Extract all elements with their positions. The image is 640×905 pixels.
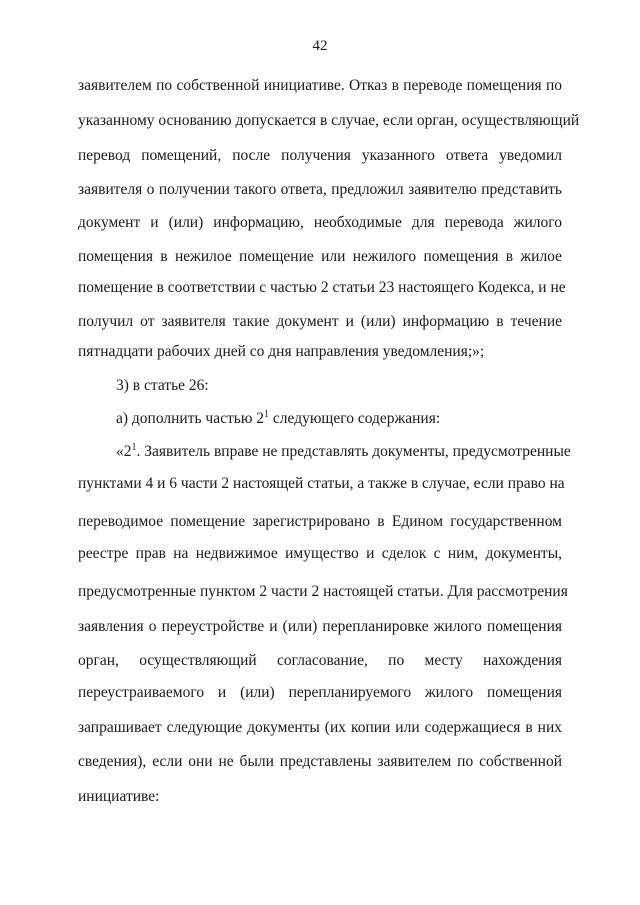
text-line: заявителя о получении такого ответа, предложил заявителю представить	[78, 181, 562, 198]
text-line: предусмотренные пунктом 2 части 2 настоящей статьи. Для рассмотрения	[78, 583, 568, 600]
text-line: заявления о переустройстве и (или) перепланировке жилого помещения	[78, 618, 562, 635]
text-line: запрашивает следующие документы (их копии или содержащиеся в них	[78, 719, 562, 736]
text-line: пунктами 4 и 6 части 2 настоящей статьи, а также в случае, если право на	[78, 475, 565, 492]
text-line: указанному основанию допускается в случае, если орган, осуществляющий	[78, 112, 580, 129]
text-line: переводимое помещение зарегистрировано в Едином государственном	[78, 513, 562, 530]
text-line: орган, осуществляющий согласование, по месту нахождения	[78, 652, 562, 669]
text-line: получил от заявителя такие документ и (или) информацию в течение	[78, 313, 562, 330]
text-line: реестре прав на недвижимое имущество и сделок с ним, документы,	[78, 545, 562, 562]
text-line-last: инициативе:	[78, 788, 160, 805]
text-line: перевод помещений, после получения указанного ответа уведомил	[78, 147, 562, 164]
text-line: заявителем по собственной инициативе. Отказ в переводе помещения по	[78, 77, 562, 94]
item-heading: 3) в статье 26:	[116, 377, 209, 394]
text-line: сведения), если они не были представлены заявителем по собственной	[78, 753, 562, 770]
text-line: помещение в соответствии с частью 2 статьи 23 настоящего Кодекса, и не	[78, 279, 566, 296]
text-line: помещения в нежилое помещение или нежилого помещения в жилое	[78, 248, 562, 265]
page-number: 42	[312, 38, 328, 54]
text-line: переустраиваемого и (или) перепланируемого жилого помещения	[78, 684, 562, 701]
text-line: документ и (или) информацию, необходимые для перевода жилого	[78, 214, 562, 231]
text-line: «$2^1$. Заявитель вправе не представлять документы, предусмотренные	[116, 442, 571, 460]
item-subheading: а) дополнить частью $2^1$ следующего содержания:	[116, 409, 441, 427]
text-line-last: пятнадцати рабочих дней со дня направления уведомления;»;	[78, 343, 485, 360]
